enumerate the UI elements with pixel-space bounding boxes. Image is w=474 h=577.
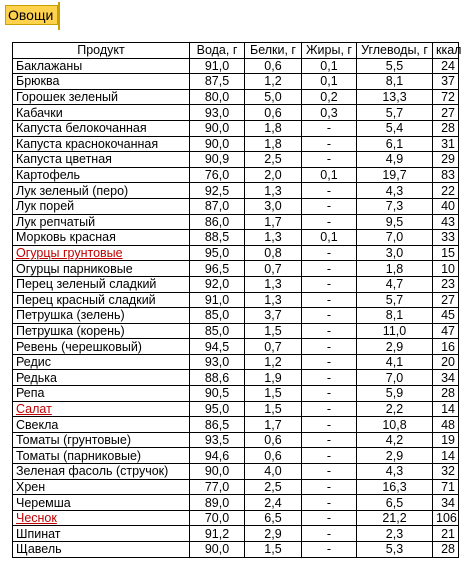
cell-kcal: 19	[433, 432, 459, 448]
cell-carbs: 9,5	[357, 214, 433, 230]
cell-carbs: 7,0	[357, 230, 433, 246]
cell-kcal: 28	[433, 386, 459, 402]
cell-kcal: 83	[433, 167, 459, 183]
cell-water: 90,0	[190, 542, 245, 558]
cell-fat: -	[302, 417, 357, 433]
cell-water: 87,0	[190, 198, 245, 214]
cell-kcal: 106	[433, 510, 459, 526]
cell-carbs: 5,7	[357, 292, 433, 308]
cell-kcal: 28	[433, 542, 459, 558]
table-row	[13, 386, 459, 402]
table-row	[13, 58, 459, 74]
cell-fat: 0,2	[302, 89, 357, 105]
cell-water: 80,0	[190, 89, 245, 105]
table-row	[13, 245, 459, 261]
cell-product: Томаты (парниковые)	[13, 448, 190, 464]
cell-product: Перец красный сладкий	[13, 292, 190, 308]
cell-fat: -	[302, 526, 357, 542]
table-row	[13, 292, 459, 308]
table-row	[13, 448, 459, 464]
cell-product: Зеленая фасоль (стручок)	[13, 464, 190, 480]
cell-water: 90,0	[190, 136, 245, 152]
cell-product: Огурцы парниковые	[13, 261, 190, 277]
cell-fat: -	[302, 120, 357, 136]
cell-kcal: 40	[433, 198, 459, 214]
cell-fat: -	[302, 401, 357, 417]
nutrition-table	[12, 42, 462, 558]
cell-carbs: 10,8	[357, 417, 433, 433]
cell-product: Свекла	[13, 417, 190, 433]
cell-product: Петрушка (корень)	[13, 323, 190, 339]
cell-carbs: 7,0	[357, 370, 433, 386]
table-row	[13, 479, 459, 495]
cell-protein: 0,6	[245, 448, 302, 464]
cell-protein: 0,6	[245, 432, 302, 448]
cell-water: 92,5	[190, 183, 245, 199]
sheet-title-text: Овощи	[8, 7, 54, 23]
cell-protein: 2,0	[245, 167, 302, 183]
cell-water: 88,6	[190, 370, 245, 386]
table-row	[13, 339, 459, 355]
table-row	[13, 432, 459, 448]
cell-carbs: 5,4	[357, 120, 433, 136]
header-protein: Белки, г	[245, 43, 302, 59]
cell-kcal: 27	[433, 105, 459, 121]
cell-carbs: 6,5	[357, 495, 433, 511]
table-row	[13, 198, 459, 214]
cell-protein: 1,3	[245, 183, 302, 199]
cell-water: 90,9	[190, 152, 245, 168]
cell-protein: 1,5	[245, 542, 302, 558]
cell-product: Капуста краснокочанная	[13, 136, 190, 152]
cell-protein: 2,5	[245, 152, 302, 168]
cell-water: 76,0	[190, 167, 245, 183]
cell-protein: 3,7	[245, 308, 302, 324]
cell-product: Кабачки	[13, 105, 190, 121]
cell-water: 91,0	[190, 58, 245, 74]
cell-water: 91,0	[190, 292, 245, 308]
text-cursor	[58, 2, 60, 30]
cell-kcal: 14	[433, 448, 459, 464]
cell-fat: -	[302, 464, 357, 480]
table-row	[13, 74, 459, 90]
table-row	[13, 230, 459, 246]
table-row	[13, 308, 459, 324]
cell-product: Картофель	[13, 167, 190, 183]
cell-kcal: 72	[433, 89, 459, 105]
cell-product: Репа	[13, 386, 190, 402]
cell-protein: 1,9	[245, 370, 302, 386]
product-link[interactable]: Салат	[13, 401, 190, 417]
table-row	[13, 401, 459, 417]
table-row	[13, 183, 459, 199]
cell-protein: 1,5	[245, 386, 302, 402]
cell-carbs: 2,9	[357, 448, 433, 464]
cell-water: 95,0	[190, 245, 245, 261]
cell-kcal: 21	[433, 526, 459, 542]
cell-product: Петрушка (зелень)	[13, 308, 190, 324]
cell-water: 85,0	[190, 308, 245, 324]
cell-product: Томаты (грунтовые)	[13, 432, 190, 448]
cell-protein: 1,5	[245, 323, 302, 339]
cell-fat: -	[302, 479, 357, 495]
cell-fat: 0,1	[302, 74, 357, 90]
cell-product: Лук порей	[13, 198, 190, 214]
cell-fat: -	[302, 292, 357, 308]
cell-product: Морковь красная	[13, 230, 190, 246]
cell-kcal: 37	[433, 74, 459, 90]
cell-carbs: 13,3	[357, 89, 433, 105]
cell-kcal: 32	[433, 464, 459, 480]
cell-kcal: 31	[433, 136, 459, 152]
cell-fat: -	[302, 198, 357, 214]
cell-carbs: 4,9	[357, 152, 433, 168]
header-fat: Жиры, г	[302, 43, 357, 59]
cell-protein: 5,0	[245, 89, 302, 105]
cell-product: Баклажаны	[13, 58, 190, 74]
cell-product: Редька	[13, 370, 190, 386]
table-row	[13, 542, 459, 558]
table-row	[13, 136, 459, 152]
table-row	[13, 510, 459, 526]
cell-kcal: 48	[433, 417, 459, 433]
cell-kcal: 22	[433, 183, 459, 199]
cell-kcal: 16	[433, 339, 459, 355]
cell-carbs: 2,3	[357, 526, 433, 542]
cell-fat: -	[302, 183, 357, 199]
table-row	[13, 120, 459, 136]
cell-protein: 0,8	[245, 245, 302, 261]
cell-kcal: 45	[433, 308, 459, 324]
cell-fat: -	[302, 339, 357, 355]
cell-water: 88,5	[190, 230, 245, 246]
cell-protein: 1,5	[245, 401, 302, 417]
cell-product: Горошек зеленый	[13, 89, 190, 105]
table-row	[13, 261, 459, 277]
cell-protein: 1,3	[245, 292, 302, 308]
table-row	[13, 370, 459, 386]
cell-fat: 0,1	[302, 167, 357, 183]
cell-carbs: 4,2	[357, 432, 433, 448]
cell-fat: -	[302, 542, 357, 558]
cell-carbs: 4,3	[357, 464, 433, 480]
cell-carbs: 11,0	[357, 323, 433, 339]
cell-fat: -	[302, 152, 357, 168]
cell-protein: 1,8	[245, 120, 302, 136]
cell-kcal: 15	[433, 245, 459, 261]
cell-product: Капуста белокочанная	[13, 120, 190, 136]
cell-water: 94,5	[190, 339, 245, 355]
table-row	[13, 167, 459, 183]
cell-product: Щавель	[13, 542, 190, 558]
cell-carbs: 1,8	[357, 261, 433, 277]
cell-fat: -	[302, 386, 357, 402]
cell-kcal: 47	[433, 323, 459, 339]
cell-water: 90,5	[190, 386, 245, 402]
table-row	[13, 323, 459, 339]
cell-protein: 2,9	[245, 526, 302, 542]
cell-kcal: 34	[433, 370, 459, 386]
table-row	[13, 495, 459, 511]
header-product: Продукт	[13, 43, 190, 59]
cell-fat: 0,1	[302, 230, 357, 246]
cell-fat: -	[302, 323, 357, 339]
table-row	[13, 214, 459, 230]
cell-protein: 2,5	[245, 479, 302, 495]
cell-fat: -	[302, 308, 357, 324]
cell-carbs: 8,1	[357, 308, 433, 324]
cell-kcal: 24	[433, 58, 459, 74]
cell-fat: -	[302, 510, 357, 526]
header-kcal: ккал	[433, 43, 459, 59]
cell-protein: 1,3	[245, 230, 302, 246]
table-row	[13, 526, 459, 542]
cell-protein: 3,0	[245, 198, 302, 214]
cell-fat: -	[302, 370, 357, 386]
cell-protein: 1,3	[245, 276, 302, 292]
cell-carbs: 2,2	[357, 401, 433, 417]
cell-carbs: 4,1	[357, 354, 433, 370]
cell-carbs: 2,9	[357, 339, 433, 355]
cell-kcal: 23	[433, 276, 459, 292]
cell-carbs: 5,9	[357, 386, 433, 402]
sheet-title	[5, 5, 59, 25]
cell-water: 85,0	[190, 323, 245, 339]
cell-product: Капуста цветная	[13, 152, 190, 168]
cell-protein: 0,6	[245, 58, 302, 74]
cell-kcal: 28	[433, 120, 459, 136]
cell-water: 95,0	[190, 401, 245, 417]
cell-kcal: 34	[433, 495, 459, 511]
cell-protein: 1,2	[245, 354, 302, 370]
cell-carbs: 3,0	[357, 245, 433, 261]
cell-water: 77,0	[190, 479, 245, 495]
cell-carbs: 5,3	[357, 542, 433, 558]
cell-kcal: 27	[433, 292, 459, 308]
cell-fat: 0,1	[302, 58, 357, 74]
product-link[interactable]: Огурцы грунтовые	[13, 245, 190, 261]
cell-fat: 0,3	[302, 105, 357, 121]
table-row	[13, 105, 459, 121]
cell-water: 87,5	[190, 74, 245, 90]
cell-kcal: 29	[433, 152, 459, 168]
cell-water: 86,5	[190, 417, 245, 433]
cell-carbs: 7,3	[357, 198, 433, 214]
cell-water: 96,5	[190, 261, 245, 277]
cell-water: 94,6	[190, 448, 245, 464]
cell-protein: 1,7	[245, 214, 302, 230]
cell-water: 90,0	[190, 120, 245, 136]
cell-fat: -	[302, 214, 357, 230]
cell-water: 93,5	[190, 432, 245, 448]
cell-protein: 1,7	[245, 417, 302, 433]
cell-carbs: 4,7	[357, 276, 433, 292]
cell-product: Перец зеленый сладкий	[13, 276, 190, 292]
cell-protein: 0,7	[245, 261, 302, 277]
table-row	[13, 276, 459, 292]
table-row	[13, 354, 459, 370]
cell-product: Хрен	[13, 479, 190, 495]
cell-water: 92,0	[190, 276, 245, 292]
cell-water: 91,2	[190, 526, 245, 542]
cell-carbs: 4,3	[357, 183, 433, 199]
cell-fat: -	[302, 261, 357, 277]
cell-kcal: 10	[433, 261, 459, 277]
cell-fat: -	[302, 448, 357, 464]
cell-fat: -	[302, 136, 357, 152]
cell-kcal: 33	[433, 230, 459, 246]
cell-fat: -	[302, 354, 357, 370]
cell-carbs: 8,1	[357, 74, 433, 90]
table-row	[13, 464, 459, 480]
header-row	[13, 43, 459, 59]
cell-fat: -	[302, 495, 357, 511]
cell-product: Лук зеленый (перо)	[13, 183, 190, 199]
cell-kcal: 14	[433, 401, 459, 417]
cell-carbs: 19,7	[357, 167, 433, 183]
cell-product: Шпинат	[13, 526, 190, 542]
cell-water: 86,0	[190, 214, 245, 230]
header-water: Вода, г	[190, 43, 245, 59]
table-row	[13, 89, 459, 105]
table-row	[13, 417, 459, 433]
cell-product: Редис	[13, 354, 190, 370]
cell-fat: -	[302, 245, 357, 261]
cell-kcal: 43	[433, 214, 459, 230]
product-link[interactable]: Чеснок	[13, 510, 190, 526]
cell-water: 90,0	[190, 464, 245, 480]
cell-product: Брюква	[13, 74, 190, 90]
cell-carbs: 6,1	[357, 136, 433, 152]
cell-protein: 1,2	[245, 74, 302, 90]
cell-water: 93,0	[190, 354, 245, 370]
table-row	[13, 152, 459, 168]
cell-fat: -	[302, 432, 357, 448]
cell-carbs: 5,7	[357, 105, 433, 121]
header-carbs: Углеводы, г	[357, 43, 433, 59]
cell-water: 89,0	[190, 495, 245, 511]
cell-protein: 0,6	[245, 105, 302, 121]
cell-carbs: 21,2	[357, 510, 433, 526]
cell-protein: 2,4	[245, 495, 302, 511]
cell-protein: 1,8	[245, 136, 302, 152]
cell-protein: 6,5	[245, 510, 302, 526]
cell-fat: -	[302, 276, 357, 292]
cell-carbs: 5,5	[357, 58, 433, 74]
cell-protein: 0,7	[245, 339, 302, 355]
cell-product: Черемша	[13, 495, 190, 511]
cell-product: Ревень (черешковый)	[13, 339, 190, 355]
cell-water: 70,0	[190, 510, 245, 526]
cell-kcal: 20	[433, 354, 459, 370]
cell-water: 93,0	[190, 105, 245, 121]
cell-protein: 4,0	[245, 464, 302, 480]
cell-carbs: 16,3	[357, 479, 433, 495]
cell-product: Лук репчатый	[13, 214, 190, 230]
cell-kcal: 71	[433, 479, 459, 495]
